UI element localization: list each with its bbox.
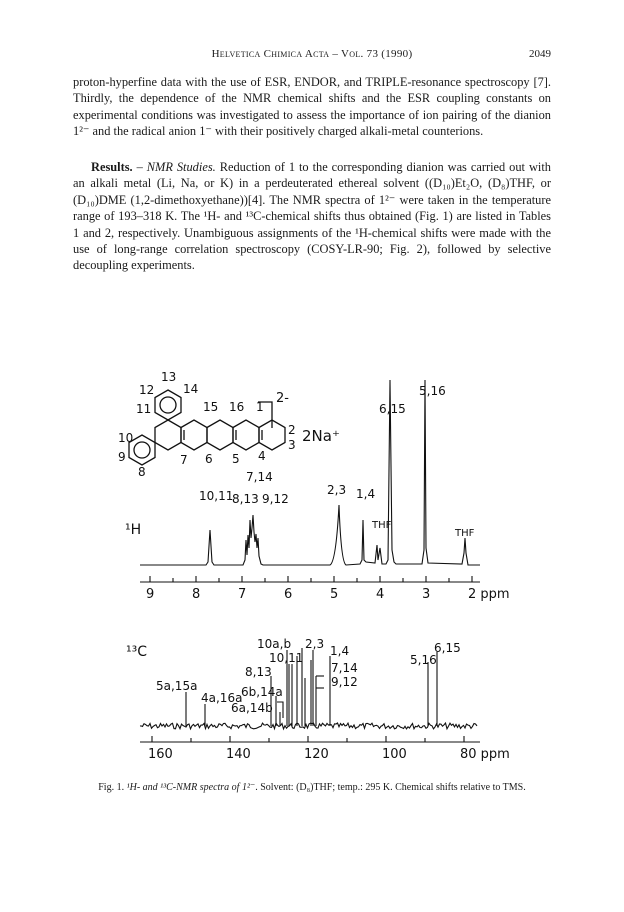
peak-label: THF — [372, 520, 392, 531]
atom-number: 11 — [136, 402, 152, 416]
ring-c — [233, 420, 259, 450]
peak-label: 8,13 — [245, 665, 272, 679]
results-body: Reduction of 1 to the corresponding dianion was carried out with an alkali metal (Li, Na, or K) in a perdeuterated ethereal solvent ((D₁₀)Et₂O, (D₈)THF, or (D₁₀)DME (1,2-dimethoxyethane))[4]. The NMR spectra of 1²⁻ were taken in the temperature range of 193–318 K. The ¹H- and ¹³C-chemical shifts thus obtained (Fig. 1) are listed in Tables 1 and 2, respectively. Unambiguous assignments of the ¹H-chemical shifts were made with the use of long-range correlation spectroscopy (COSY-LR-90; Fig. 2), followed by selective decoupling experiments. — [73, 160, 551, 273]
peak-label: 7,14 — [331, 661, 358, 675]
axis-tick-label: 160 — [148, 747, 173, 762]
h-axis-ticks — [146, 587, 510, 602]
c-baseline-noise — [140, 723, 477, 729]
peak-label: 10,11 — [269, 651, 304, 665]
peak-label: THF — [455, 528, 475, 539]
peak-label: 1,4 — [330, 644, 350, 658]
axis-tick-label: 9 — [146, 587, 155, 602]
atom-number: 9 — [118, 450, 126, 464]
peak-label: 9,12 — [262, 492, 289, 506]
counterion-label: 2Na⁺ — [302, 427, 340, 445]
atom-number: 15 — [203, 400, 219, 414]
caption-title: ¹H- and ¹³C-NMR spectra of 1²⁻ — [126, 782, 256, 793]
peak-label: 6,15 — [379, 402, 406, 416]
ring-top-circle — [160, 397, 176, 413]
c-axis-ticks — [148, 747, 510, 762]
axis-tick-label: 2 ppm — [468, 587, 510, 602]
ring-left-circle — [134, 442, 150, 458]
peak-label: 6a,14b — [231, 701, 273, 715]
paragraph-results — [73, 159, 551, 274]
peak-label: 2,3 — [305, 637, 325, 651]
c-spectrum-labels — [126, 637, 461, 715]
atom-number: 3 — [288, 438, 296, 452]
atom-number: 10 — [118, 431, 134, 445]
axis-tick-label: 4 — [376, 587, 385, 602]
running-header — [73, 48, 551, 64]
peak-label: 7,14 — [246, 470, 273, 484]
ring-core — [155, 420, 181, 450]
peak-label: 9,12 — [331, 675, 358, 689]
c-nucleus-label: ¹³C — [126, 644, 147, 660]
peak-label: 1,4 — [356, 487, 376, 501]
peak-label: 10a,b — [257, 637, 292, 651]
peak-label: 6,15 — [434, 641, 461, 655]
peak-label: 5a,15a — [156, 679, 198, 693]
nmr-figure — [0, 348, 624, 778]
h-nmr-spectrum — [140, 380, 480, 582]
charge-label: 2- — [276, 391, 289, 406]
atom-number: 7 — [180, 453, 188, 467]
c-peaks — [186, 648, 437, 726]
ring-b — [207, 420, 233, 450]
atom-number: 6 — [205, 452, 213, 466]
atom-number: 8 — [138, 465, 146, 479]
h-nucleus-label: ¹H — [125, 522, 142, 538]
figure-caption — [0, 782, 624, 793]
paragraph-intro: proton-hyperfine data with the use of ESR, ENDOR, and TRIPLE-resonance spectroscopy [7]. Thirdly, the dependence of the NMR chemical shifts and the ESR coupling constants on experimental conditions was investigated to assess the importance of ion pairing of the dianion 1²⁻ and the radical anion 1⁻ with their positively charged alkali-metal counterions. — [73, 75, 551, 139]
peak-label: 5,16 — [419, 384, 446, 398]
page-number: 2049 — [529, 48, 551, 60]
caption-prefix: Fig. 1. — [98, 782, 127, 793]
axis-tick-label: 8 — [192, 587, 201, 602]
peak-label: 8,13 — [232, 492, 259, 506]
atom-number: 16 — [229, 400, 245, 414]
h-spectrum-trace — [140, 380, 480, 565]
atom-number: 13 — [161, 370, 177, 384]
peak-label: 6b,14a — [241, 685, 283, 699]
ring-top — [155, 390, 181, 420]
atom-number: 1 — [256, 400, 264, 414]
atom-number: 5 — [232, 452, 240, 466]
atom-number: 12 — [139, 383, 155, 397]
peak-label: 4a,16a — [201, 691, 243, 705]
axis-tick-label: 140 — [226, 747, 251, 762]
h-spectrum-labels — [125, 384, 475, 539]
axis-tick-label: 5 — [330, 587, 339, 602]
peak-label: 5,16 — [410, 653, 437, 667]
journal-title: Helvetica Chimica Acta – Vol. 73 (1990) — [211, 48, 413, 60]
caption-rest: . Solvent: (D₈)THF; temp.: 295 K. Chemical shifts relative to TMS. — [255, 782, 526, 793]
atom-number: 14 — [183, 382, 199, 396]
peak-label: 2,3 — [327, 483, 347, 497]
axis-tick-label: 120 — [304, 747, 329, 762]
nmr-subheading: NMR Studies. — [146, 160, 216, 174]
axis-tick-label: 7 — [238, 587, 247, 602]
peak-label: 10,11 — [199, 489, 234, 503]
results-heading: Results. — [91, 160, 133, 174]
atom-number: 4 — [258, 449, 266, 463]
axis-tick-label: 100 — [382, 747, 407, 762]
axis-tick-label: 3 — [422, 587, 431, 602]
atom-number: 2 — [288, 423, 296, 437]
axis-tick-label: 80 ppm — [460, 747, 510, 762]
axis-tick-label: 6 — [284, 587, 293, 602]
ring-a — [181, 420, 207, 450]
results-dash: – — [132, 160, 147, 174]
